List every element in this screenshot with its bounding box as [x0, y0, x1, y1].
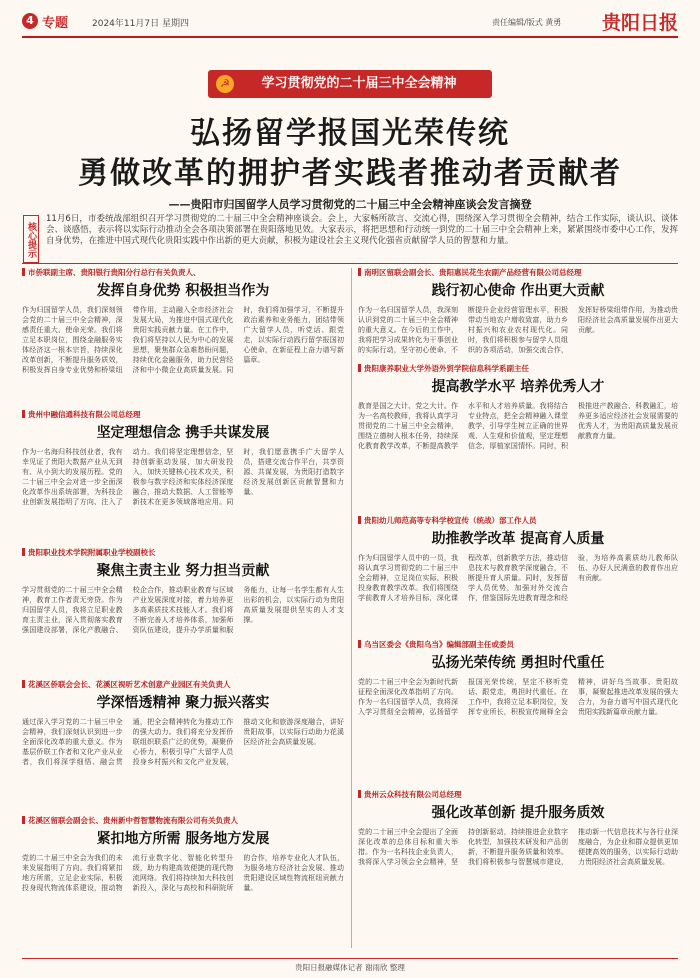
- issue-date: 2024年11月7日 星期四: [92, 19, 189, 29]
- page-header: [22, 8, 678, 38]
- article-title: 聚焦主责主业 努力担当贡献: [96, 563, 270, 579]
- headline-line-1: 弘扬留学报国光荣传统: [190, 116, 510, 151]
- topic-banner: [208, 70, 492, 98]
- article-title: 助推教学改革 提高育人质量: [431, 531, 605, 547]
- page-number: 4: [22, 13, 38, 29]
- article-body: 党的二十届三中全会为新时代新征程全面深化改革指明了方向。作为一名归国留学人员，我将深入学习贯彻全会精神，弘扬留学报国光荣传统，坚定不移听党话、跟党走，勇担时代重任。在工作中，我将立足本职岗位，发挥专业所长，积极宣传阐释全会精神，讲好乌当故事、贵阳故事，凝聚起推进改革发展的强大合力，为奋力谱写中国式现代化贵阳实践新篇章贡献力量。: [358, 678, 678, 716]
- article: [22, 410, 344, 544]
- article-body: 教育是国之大计、党之大计。作为一名高校教师，我将认真学习贯彻党的二十届三中全会精神，围绕立德树人根本任务，持续深化教育教学改革，不断提高教学水平和人才培养质量。我将结合专业特点，把全会精神融入课堂教学，引导学生树立正确的世界观、人生观和价值观，坚定理想信念，厚植家国情怀。同时，积极推进产教融合、科教融汇，培养更多适应经济社会发展需要的优秀人才，为贵阳高质量发展贡献教育力量。: [358, 402, 678, 450]
- article-kicker: 贵州中融信通科技有限公司总经理: [22, 410, 344, 420]
- article-title: 学深悟透精神 聚力振兴落实: [96, 695, 270, 711]
- article: [358, 268, 678, 360]
- article: [358, 516, 678, 636]
- article-kicker: 花溪区留联会副会长、贵州新中哲智慧物流有限公司有关负责人: [22, 816, 344, 826]
- headline-line-2: 勇做改革的拥护者实践者推动者贡献者: [78, 156, 622, 191]
- article-title: 提高教学水平 培养优秀人才: [431, 379, 605, 395]
- section-name: 专题: [42, 16, 69, 31]
- article-kicker: 花溪区侨联会会长、花溪区视听艺术创意产业园区有关负责人: [22, 680, 344, 690]
- article-title: 弘扬光荣传统 勇担时代重任: [431, 655, 605, 671]
- article-body: 党的二十届三中全会为我们的未来发展指明了方向。我们将紧扣地方所需，立足企业实际，积极投身现代物流体系建设，推动物流行业数字化、智能化转型升级，助力构建高效便捷的现代物流网络。我们将持续加大科技创新投入，深化与高校和科研院所的合作，培养专业化人才队伍，为服务地方经济社会发展、推动贵阳建设区域性物流枢纽贡献力量。: [22, 854, 344, 892]
- article-kicker: 贵阳幼儿师范高等专科学校宣传（统战）部工作人员: [358, 516, 678, 526]
- headline-subtitle: ——贵阳市归国留学人员学习贯彻党的二十届三中全会精神座谈会发言摘登: [168, 198, 532, 211]
- article: [22, 680, 344, 812]
- article-body: 作为归国留学人员，我们深刻领会党的二十届三中全会精神，深感责任重大、使命光荣。我们将立足本职岗位，围绕金融服务实体经济这一根本宗旨，持续深化改革创新，不断提升服务质效，积极发挥自身专业优势和桥梁纽带作用，主动融入全市经济社会发展大局，为推进中国式现代化贵阳实践贡献力量。在工作中，我们将坚持以人民为中心的发展思想，聚焦群众急难愁盼问题，持续优化金融服务，助力民营经济和中小微企业高质量发展。同时，我们将加强学习，不断提升政治素养和业务能力，团结带领广大留学人员，听党话、跟党走，以实际行动践行留学报国初心使命，在新征程上奋力谱写新篇章。: [22, 306, 344, 374]
- article-kicker: 市侨联副主席、贵阳银行贵阳分行总行有关负责人、: [22, 268, 344, 278]
- divider: [22, 263, 678, 264]
- article-body: 学习贯彻党的二十届三中全会精神，教育工作者责无旁贷。作为归国留学人员，我将立足职业教育主责主业，深入贯彻落实教育强国建设部署，深化产教融合、校企合作，推动职业教育与区域产业发展深度对接，着力培养更多高素质技术技能人才。我们将不断完善人才培养体系，加强师资队伍建设，提升办学质量和服务能力，让每一名学生都有人生出彩的机会，以实际行动为贵阳高质量发展提供坚实的人才支撑。: [22, 586, 344, 634]
- article-title: 践行初心使命 作出更大贡献: [431, 283, 605, 299]
- article-body: 党的二十届三中全会提出了全面深化改革的总体目标和重大举措。作为一名科技企业负责人，我将深入学习领会全会精神，坚持创新驱动，持续推进企业数字化转型，加强技术研发和产品创新，不断提升服务质量和效率。我们将积极参与智慧城市建设，推动新一代信息技术与各行业深度融合，为企业和群众提供更加便捷高效的服务，以实际行动助力贵阳经济社会高质量发展。: [358, 828, 678, 866]
- banner-text: 学习贯彻党的二十届三中全会精神: [261, 76, 457, 91]
- lead-tag: 核心提示: [23, 215, 39, 263]
- column-divider: [351, 268, 352, 948]
- article-body: 作为一名归国留学人员，我深刻认识到党的二十届三中全会精神的重大意义。在今后的工作中，我将把学习成果转化为干事创业的实际行动，坚守初心使命，不断提升企业经营管理水平，积极带动当地农户增收致富，助力乡村振兴和农业农村现代化。同时，我们将积极参与留学人员组织的各项活动，加强交流合作，发挥好桥梁纽带作用，为推动贵阳经济社会高质量发展作出更大贡献。: [358, 306, 678, 354]
- article: [22, 268, 344, 406]
- article: [22, 816, 344, 952]
- page-footer: 贵阳日报融媒体记者 谢雨欣 整理: [22, 958, 678, 973]
- party-emblem-icon: ☭: [216, 75, 234, 93]
- article-kicker: 贵阳职业技术学院附属职业学校副校长: [22, 548, 344, 558]
- article: [358, 364, 678, 512]
- article: [22, 548, 344, 676]
- article-title: 强化改革创新 提升服务质效: [431, 805, 605, 821]
- article-kicker: 乌当区委会《贵阳乌当》编辑部副主任或委员: [358, 640, 678, 650]
- editor-credit: 责任编辑/版式 黄勇: [492, 18, 562, 27]
- newspaper-logo: 贵阳日报: [601, 12, 678, 34]
- article-body: 通过深入学习党的二十届三中全会精神，我们深刻认识到进一步全面深化改革的重大意义。作为基层侨联工作者和文化产业从业者，我们将深学细悟、融会贯通，把全会精神转化为推动工作的强大动力。我们将充分发挥侨联组织联系广泛的优势，凝聚侨心侨力，积极引导广大留学人员投身乡村振兴和文化产业发展，推动文化和旅游深度融合，讲好贵阳故事，以实际行动助力花溪区经济社会高质量发展。: [22, 718, 344, 766]
- lead-paragraph: 11月6日，市委统战部组织召开学习贯彻党的二十届三中全会精神座谈会。会上，大家畅所欲言、交流心得，围绕深入学习贯彻全会精神，结合工作实际，谈认识、谈体会、谈感悟，表示将以实际行动推动全会各项决策部署在贵阳落地见效。大家表示，将把思想和行动统一到党的二十届三中全会精神上来，紧紧围绕市委中心工作，发挥自身优势，在推进中国式现代化贵阳实践中作出新的更大贡献，积极为建设社会主义现代化强省贡献留学人员的智慧和力量。: [46, 214, 678, 246]
- article-kicker: 贵州云众科技有限公司总经理: [358, 790, 678, 800]
- article: [358, 790, 678, 952]
- article-body: 作为归国留学人员中的一员，我将认真学习贯彻党的二十届三中全会精神，立足岗位实际，积极投身教育教学改革。我们将围绕学前教育人才培养目标，深化课程改革，创新教学方法，推动信息技术与教育教学深度融合，不断提升育人质量。同时，发挥留学人员优势，加强对外交流合作，借鉴国际先进教育理念和经验，为培养高素质幼儿教师队伍、办好人民满意的教育作出应有贡献。: [358, 554, 678, 602]
- article-title: 发挥自身优势 积极担当作为: [96, 283, 270, 299]
- article-body: 作为一名海归科技创业者，我有幸见证了贵阳大数据产业从无到有、从小到大的发展历程。党的二十届三中全会对进一步全面深化改革作出系统部署，为科技企业创新发展指明了方向、注入了动力。我们将坚定理想信念，坚持创新驱动发展，加大研发投入，加快关键核心技术攻关，积极参与数字经济和实体经济深度融合，推动大数据、人工智能等新技术在更多领域落地应用。同时，我们愿意携手广大留学人员，搭建交流合作平台，共享资源、共谋发展，为贵阳打造数字经济发展创新区贡献智慧和力量。: [22, 448, 344, 506]
- article-kicker: 南明区留联会副会长、贵阳惠民花生农副产品经营有限公司总经理: [358, 268, 678, 278]
- article-title: 坚定理想信念 携手共谋发展: [96, 425, 270, 441]
- article-kicker: 贵阳康养职业大学外语外贸学院信息科学系副主任: [358, 364, 678, 374]
- article-title: 紧扣地方所需 服务地方发展: [96, 831, 270, 847]
- article: [358, 640, 678, 786]
